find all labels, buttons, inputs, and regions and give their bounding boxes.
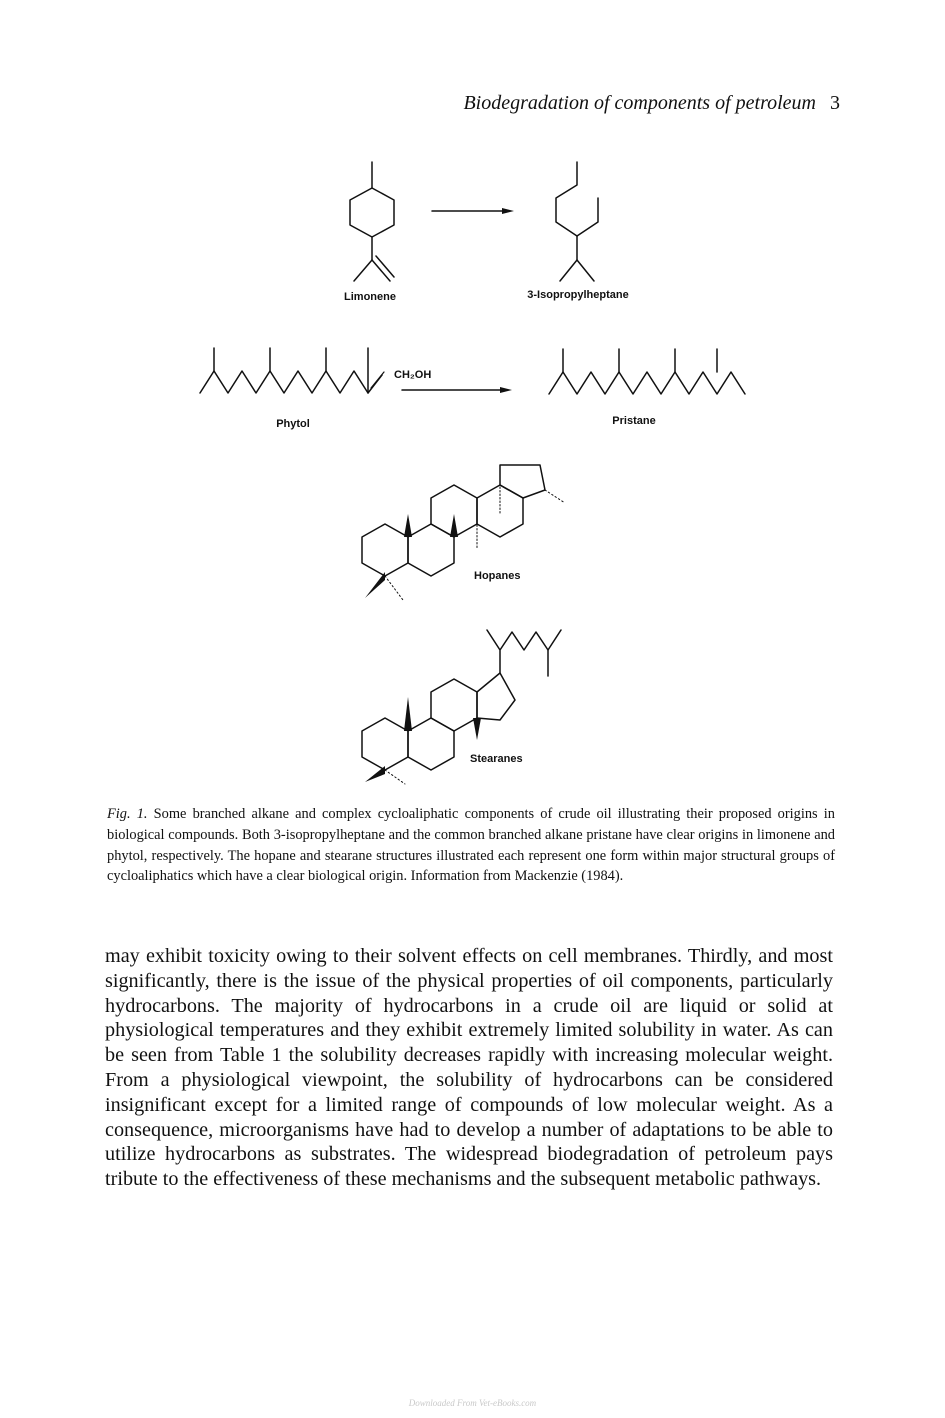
figure-1 <box>0 140 945 795</box>
pristane-structure <box>549 349 745 394</box>
label-pristane: Pristane <box>612 415 656 427</box>
hopane-structure <box>362 465 565 600</box>
running-title: Biodegradation of components of petroleum <box>463 92 816 114</box>
label-stearanes: Stearanes <box>470 753 523 765</box>
reaction-arrow-head <box>502 208 514 214</box>
label-ch2oh: CH₂OH <box>394 369 432 381</box>
body-paragraph: may exhibit toxicity owing to their solvent effects on cell membranes. Thirdly, and most significantly, there is the issue of the physical properties of oil components, particularly hydrocarbons. The majority of hydrocarbons in a crude oil are liquid or solid at physiological temperatures and they exhibit extremely limited solubility in water. As can be seen from Table 1 the solubility decreases rapidly with increasing molecular weight. From a physiological viewpoint, the solubility of hydrocarbons can be considered insignificant except for a limited range of compounds of low molecular weight. As a consequence, microorganisms have had to develop a number of adaptations to be able to utilize hydrocarbons as substrates. The widespread biodegradation of petroleum pays tribute to the effectiveness of these mechanisms and the subsequent metabolic pathways. <box>105 945 833 1191</box>
running-head <box>380 90 840 116</box>
phytol-structure <box>200 348 384 393</box>
page-number: 3 <box>830 92 840 114</box>
label-isopropylheptane: 3-Isopropylheptane <box>527 289 629 301</box>
isopropylheptane-structure <box>556 162 598 281</box>
figure-caption-label: Fig. 1. <box>107 806 148 822</box>
figure-caption-text: Some branched alkane and complex cycloaliphatic components of crude oil illustrating their proposed origins in biological compounds. Both 3-isopropylheptane and the common branched alkane pristane have clear origins in limonene and phytol, respectively. The hopane and stearane structures illustrated each represent one form within major structural groups of cycloaliphatics which have a clear biological origin. Information from Mackenzie (1984). <box>107 806 835 885</box>
figure-caption <box>107 804 835 887</box>
label-limonene: Limonene <box>344 291 396 303</box>
reaction-arrow-head <box>500 387 512 393</box>
download-watermark: Downloaded From Vet-eBooks.com <box>408 1398 537 1408</box>
label-phytol: Phytol <box>276 418 310 430</box>
limonene-structure <box>350 162 394 281</box>
sterane-structure <box>362 630 561 784</box>
label-hopanes: Hopanes <box>474 570 521 582</box>
